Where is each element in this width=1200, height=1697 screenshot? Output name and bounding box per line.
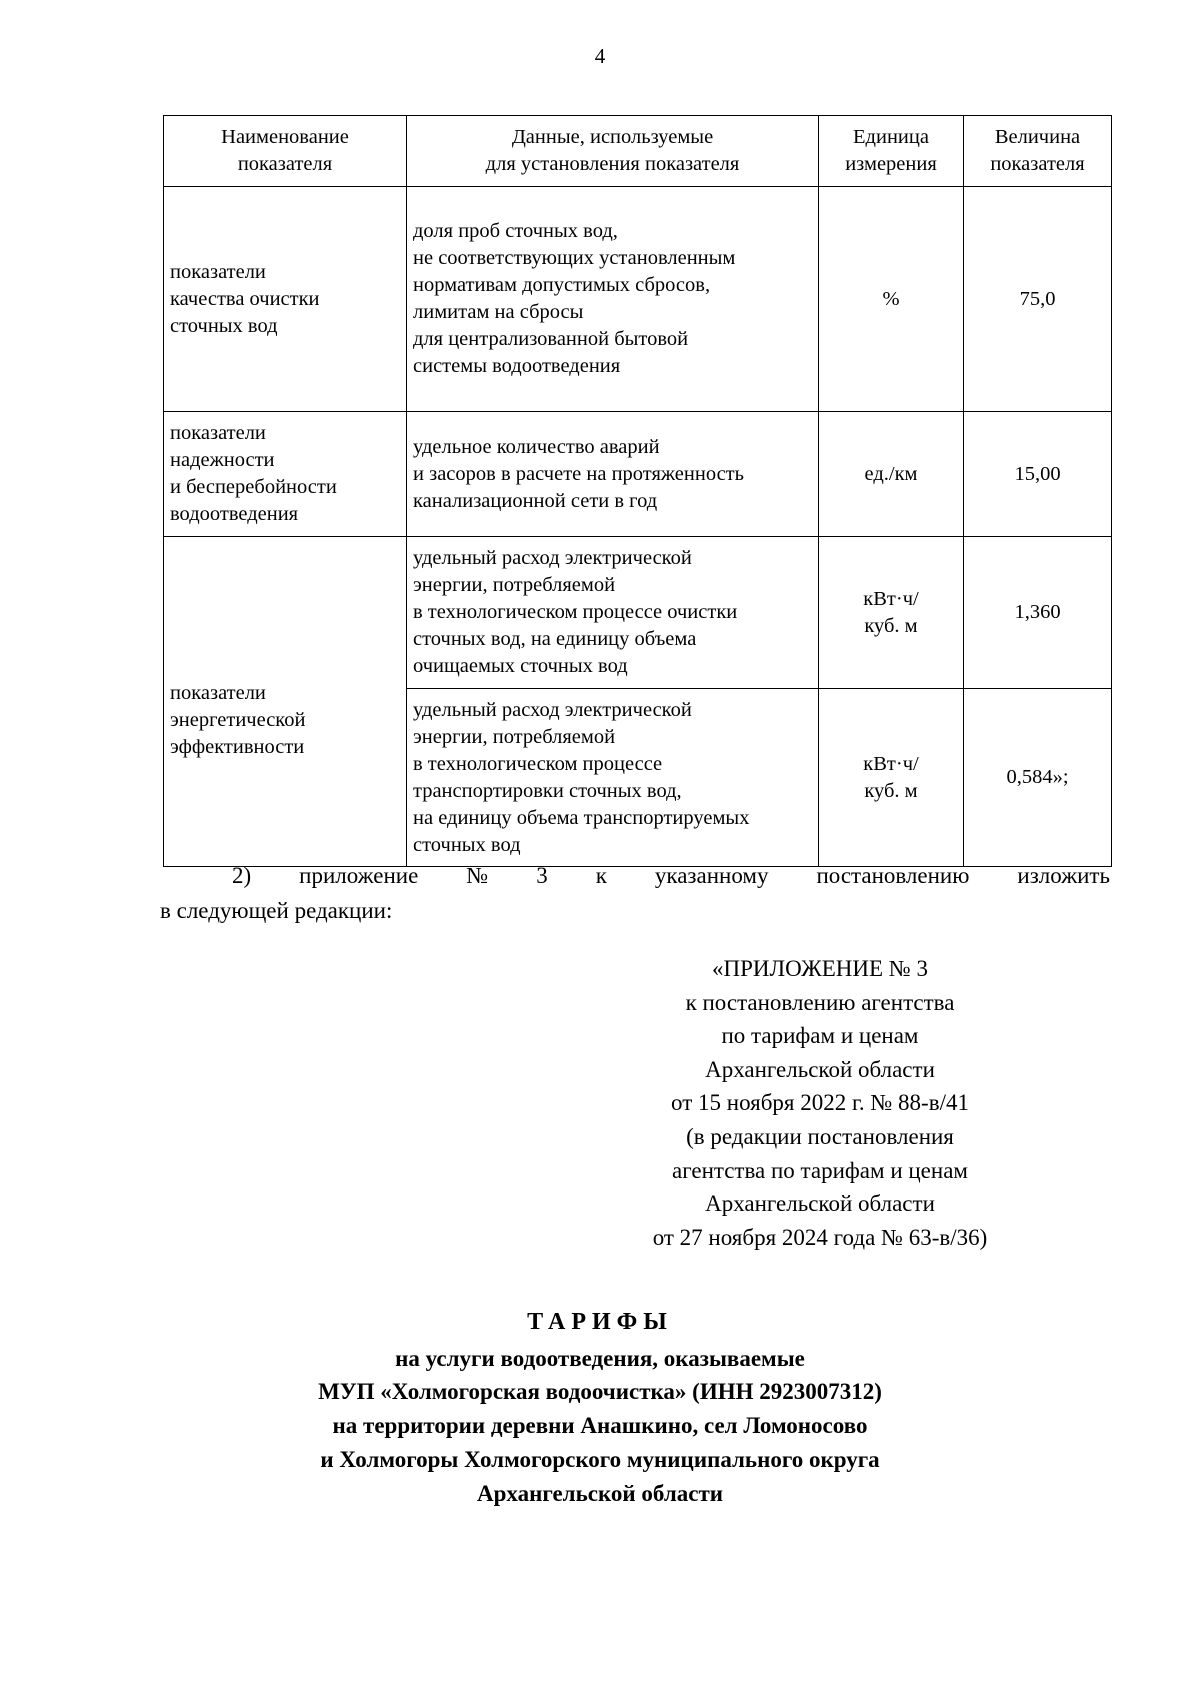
row-data: доля проб сточных вод, не соответствующих установленным нормативам допустимых сбросов, лимитам на сбросы для централизованной бытовой системы водоотведения [407, 187, 819, 412]
header-name: Наименование показателя [164, 116, 407, 187]
row-name: показатели качества очистки сточных вод [164, 187, 407, 412]
amendment-line-1: 2) приложение № 3 к указанному постановлению изложить [232, 863, 1110, 888]
tariffs-title: ТАРИФЫ на услуги водоотведения, оказываемые МУП «Холмогорская водоочистка» (ИНН 2923007312) на территории деревни Анашкино, сел Ломоносово и Холмогоры Холмогорского муниципального округа Архангельской области [0, 1306, 1200, 1510]
table-header-row [164, 116, 1112, 187]
table-row [164, 537, 1112, 689]
amendment-paragraph [160, 858, 1110, 928]
row-unit: ед./км [819, 412, 964, 537]
indicators-table [163, 115, 1112, 867]
row-value: 75,0 [964, 187, 1112, 412]
row-unit: кВт·ч/ куб. м [819, 689, 964, 867]
row-value: 15,00 [964, 412, 1112, 537]
amendment-line-2: в следующей редакции: [160, 898, 393, 923]
row-data: удельное количество аварий и засоров в расчете на протяженность канализационной сети в год [407, 412, 819, 537]
row-value: 0,584»; [964, 689, 1112, 867]
header-unit: Единица измерения [819, 116, 964, 187]
appendix-header: «ПРИЛОЖЕНИЕ № 3 к постановлению агентства по тарифам и ценам Архангельской области от 15 ноября 2022 г. № 88-в/41 (в редакции постановления агентства по тарифам и ценам Архангельской области от 27 ноября 2024 года № 63-в/36) [652, 956, 988, 1250]
table-row [164, 412, 1112, 537]
row-data: удельный расход электрической энергии, потребляемой в технологическом процессе очистки сточных вод, на единицу объема очищаемых сточных вод [407, 537, 819, 689]
row-name: показатели энергетической эффективности [164, 537, 407, 867]
row-unit: кВт·ч/ куб. м [819, 537, 964, 689]
row-name: показатели надежности и бесперебойности водоотведения [164, 412, 407, 537]
row-unit: % [819, 187, 964, 412]
table-row [164, 187, 1112, 412]
header-data: Данные, используемые для установления показателя [407, 116, 819, 187]
row-value: 1,360 [964, 537, 1112, 689]
page-number: 4 [594, 44, 606, 68]
header-value: Величина показателя [964, 116, 1112, 187]
row-data: удельный расход электрической энергии, потребляемой в технологическом процессе транспортировки сточных вод, на единицу объема транспортируемых сточных вод [407, 689, 819, 867]
title-heading: ТАРИФЫ [527, 1309, 673, 1335]
